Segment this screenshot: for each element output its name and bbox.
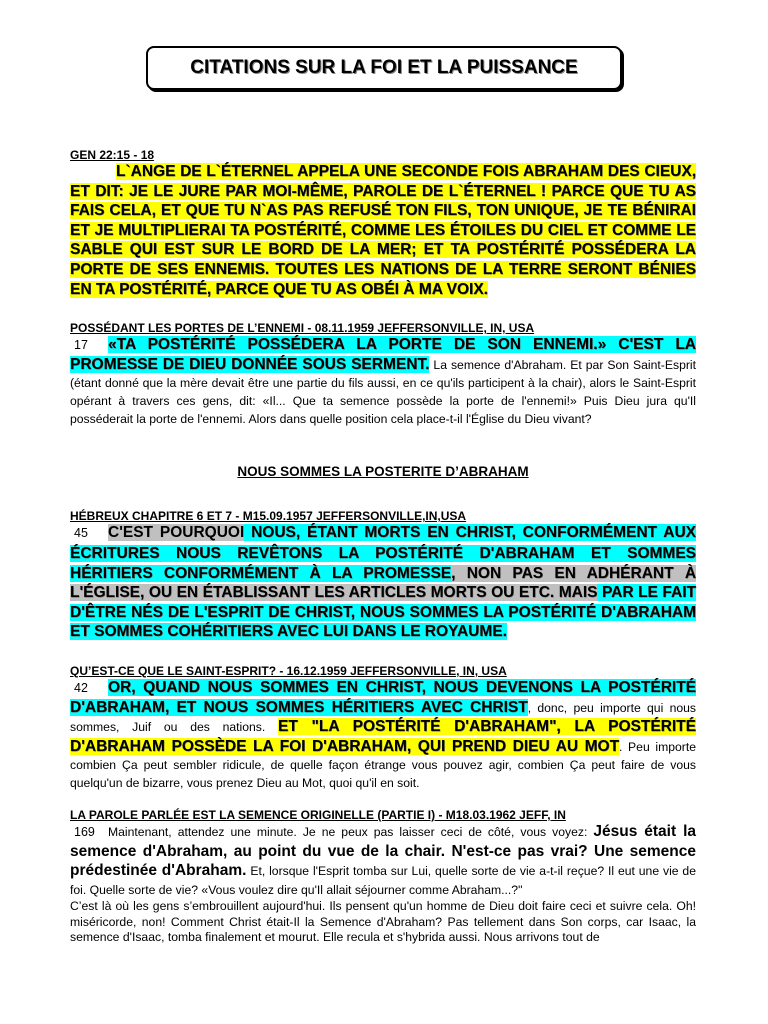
reference-gen: GEN 22:15 - 18: [70, 148, 155, 162]
bold-text: Jésus était la semence d'Abraham, au point du vue de la chair. N'est-ce pas vrai? Une semence prédestinée d'Abraham.: [70, 823, 697, 880]
scripture-text: L`ANGE DE L`ÉTERNEL APPELA UNE SECONDE FOIS ABRAHAM DES CIEUX, ET DIT: JE LE JURE PAR MOI-MÊME, PAROLE DE L`ÉTERNEL ! PARCE QUE TU AS FAIS CELA, ET QUE TU N`AS PAS REFUSÉ TON FILS, TON UNIQUE, JE TE BÉNIRAI ET JE MULTIPLIERAI TA POSTÉRITÉ, COMME LES ÉTOILES DU CIEL ET COMME LE SABLE QUI EST SUR LE BORD DE LA MER; ET TA POSTÉRITÉ POSSÉDERA LA PORTE DE SES ENNEMIS. TOUTES LES NATIONS DE LA TERRE SERONT BÉNIES EN TA POSTÉRITÉ, PARCE QUE TU AS OBÉI À MA VOIX.: [70, 163, 696, 298]
document-content: [70, 148, 696, 946]
cyan-text-2: PAR LE FAIT D'ÊTRE NÉS DE L'ESPRIT DE CHRIST, NOUS SOMMES LA POSTÉRITÉ D'ABRAHAM ET SOMMES COHÉRITIERS AVEC LUI DANS LE ROYAUME.: [70, 584, 696, 641]
paragraph-number: 42: [74, 680, 88, 695]
page-title: CITATIONS SUR LA FOI ET LA PUISSANCE: [190, 57, 578, 78]
paragraph-number: 45: [74, 526, 88, 541]
cyan-text-1: NOUS, ÉTANT MORTS EN CHRIST, CONFORMÉMENT AUX ÉCRITURES NOUS REVÊTONS LA POSTÉRITÉ D'ABRAHAM ET SOMMES HÉRITIERS CONFORMÉMENT À LA PROMESSE: [70, 524, 696, 582]
paragraph-continued: C’est là où les gens s’embrouillent aujourd'hui. Ils pensent qu'un homme de Dieu doit faire ceci et suivre cela. Oh! miséricorde, non! Comment Christ était-Il la Semence d'Abraham? Pas tellement dans Son corps, car Isaac, la semence d'Isaac, tomba finalement et mourut. Elle recula et s'hybrida aussi. Nous arrivons tout de: [70, 899, 696, 945]
gray-text-1: C'EST POURQUOI: [108, 524, 245, 542]
body-text: La semence d'Abraham. Et par Son Saint-Esprit (étant donné que la mère devait être une partie du fils aussi, en ce qu'ils participent à la chair), alors le Saint-Esprit opérant à travers ces gens, dit: «Il... Que ta semence possède la porte de l'ennemi!» Puis Dieu jura qu'Il posséderait la porte de l'ennemi. Alors dans quelle position cela place-t-il l'Église du Dieu vivant?: [70, 357, 696, 427]
body-text: , donc, peu importe qui nous sommes, Juif ou des nations.: [70, 700, 697, 735]
quote-42: [70, 678, 696, 792]
quote-45: [70, 523, 696, 642]
paragraph-number: 17: [74, 338, 88, 353]
gray-text-2: , NON PAS EN ADHÉRANT À L'ÉGLISE, OU EN ÉTABLISSANT LES ARTICLES MORTS OU ETC. MAIS: [70, 564, 697, 602]
reference-saint-esprit: QU’EST-CE QUE LE SAINT-ESPRIT? - 16.12.1959 JEFFERSONVILLE, IN, USA: [70, 663, 507, 678]
reference-hebreux: HÉBREUX CHAPITRE 6 ET 7 - M15.09.1957 JEFFERSONVILLE,IN,USA: [70, 509, 467, 524]
cyan-text: OR, QUAND NOUS SOMMES EN CHRIST, NOUS DEVENONS LA POSTÉRITÉ D'ABRAHAM, ET NOUS SOMMES HÉRITIERS AVEC CHRIST: [70, 678, 696, 716]
title-box: [146, 46, 622, 90]
body-text: Et, lorsque l'Esprit tomba sur Lui, quelle sorte de vie a-t-il reçue? Il eut une vie de foi. Quelle sorte de vie? «Vous voulez dire qu'Il allait séjourner comme Abraham...?": [70, 864, 696, 898]
paragraph-number: 169: [74, 825, 95, 840]
yellow-text: ET "LA POSTÉRITÉ D'ABRAHAM", LA POSTÉRITÉ D'ABRAHAM POSSÈDE LA FOI D'ABRAHAM, QUI PREND DIEU AU MOT: [70, 718, 696, 755]
section-heading: NOUS SOMMES LA POSTERITE D’ABRAHAM: [237, 464, 529, 480]
body-text: Maintenant, attendez une minute. Je ne peux pas laisser ceci de côté, vous voyez:: [108, 825, 594, 840]
quote-169: [70, 822, 696, 899]
highlight-text: «TA POSTÉRITÉ POSSÉDERA LA PORTE DE SON ENNEMI.» C'EST LA PROMESSE DE DIEU DONNÉE SOUS SERMENT.: [70, 336, 696, 373]
body-text: . Peu importe combien Ça peut sembler ridicule, de quelle façon étrange vous pouvez agir, combien Ça peut faire de vous quelqu'un de bizarre, vous prenez Dieu au Mot, quoi qu'il en soit.: [70, 739, 696, 791]
quote-17: [70, 335, 696, 428]
reference-parole-parlee: LA PAROLE PARLÉE EST LA SEMENCE ORIGINELLE (PARTIE I) - M18.03.1962 JEFF, IN: [70, 808, 566, 823]
reference-possedant: POSSÉDANT LES PORTES DE L’ENNEMI - 08.11.1959 JEFFERSONVILLE, IN, USA: [70, 321, 535, 336]
scripture-quote: [70, 162, 696, 299]
